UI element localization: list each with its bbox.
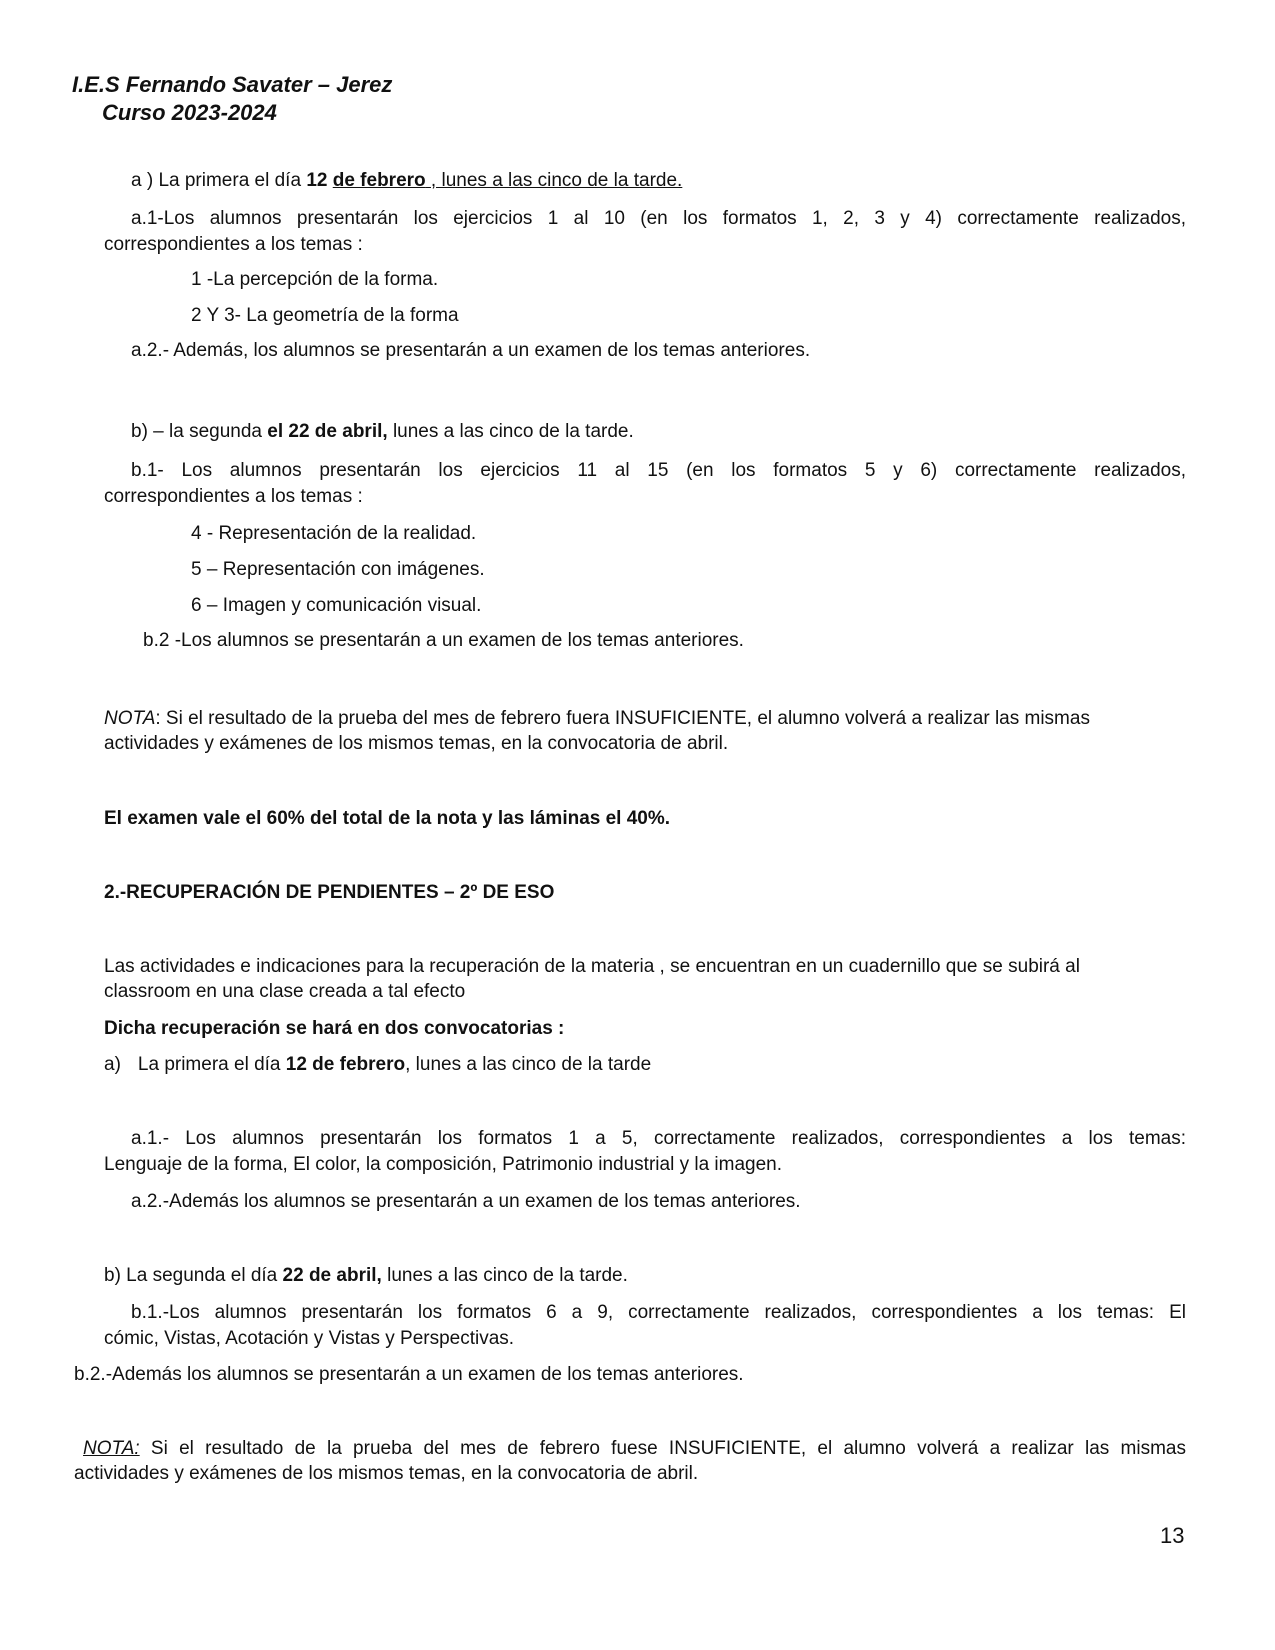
topic-item: 5 – Representación con imágenes. <box>191 559 485 580</box>
nota-line-cont: actividades y exámenes de los mismos temas, en la convocatoria de abril. <box>104 733 729 754</box>
session-b2-text: b.2 -Los alumnos se presentarán a un examen de los temas anteriores. <box>143 630 744 651</box>
nota-line: NOTA: Si el resultado de la prueba del mes de febrero fuera INSUFICIENTE, el alumno volverá a realizar las mismas <box>104 708 1090 729</box>
nota2-line: NOTA: Si el resultado de la prueba del mes de febrero fuese INSUFICIENTE, el alumno volverá a realizar las mismas <box>83 1438 1186 1459</box>
session-a1-text: a.1-Los alumnos presentarán los ejercicios 1 al 10 (en los formatos 1, 2, 3 y 4) correctamente realizados, <box>131 208 1186 229</box>
section2-intro: Las actividades e indicaciones para la recuperación de la materia , se encuentran en un cuadernillo que se subirá al <box>104 956 1080 977</box>
topic-item: 1 -La percepción de la forma. <box>191 269 439 290</box>
session-a1-text-cont: correspondientes a los temas : <box>104 234 363 255</box>
exam-weight-note: El examen vale el 60% del total de la nota y las láminas el 40%. <box>104 808 671 829</box>
course-year: Curso 2023-2024 <box>102 100 277 125</box>
nota2-line-cont: actividades y exámenes de los mismos temas, en la convocatoria de abril. <box>74 1463 699 1484</box>
session2-a2-text: a.2.-Además los alumnos se presentarán a un examen de los temas anteriores. <box>131 1191 801 1212</box>
sessions-heading: Dicha recuperación se hará en dos convocatorias : <box>104 1018 565 1039</box>
session2-a-line: a) La primera el día 12 de febrero, lunes a las cinco de la tarde <box>104 1054 652 1075</box>
session2-b-line: b) La segunda el día 22 de abril, lunes a las cinco de la tarde. <box>104 1265 628 1286</box>
school-name: I.E.S Fernando Savater – Jerez <box>72 72 393 97</box>
session2-a1-text: a.1.- Los alumnos presentarán los formatos 1 a 5, correctamente realizados, correspondientes a los temas: <box>131 1128 1186 1149</box>
section2-intro-cont: classroom en una clase creada a tal efecto <box>104 981 466 1002</box>
session-b1-text-cont: correspondientes a los temas : <box>104 486 363 507</box>
session2-b1-text-cont: cómic, Vistas, Acotación y Vistas y Perspectivas. <box>104 1328 515 1349</box>
session-a-line: a ) La primera el día 12 de febrero , lunes a las cinco de la tarde. <box>131 170 683 191</box>
topic-item: 4 - Representación de la realidad. <box>191 523 477 544</box>
session2-b2-text: b.2.-Además los alumnos se presentarán a un examen de los temas anteriores. <box>74 1364 744 1385</box>
session-a2-text: a.2.- Además, los alumnos se presentarán a un examen de los temas anteriores. <box>131 340 811 361</box>
session-b-line: b) – la segunda el 22 de abril, lunes a las cinco de la tarde. <box>131 421 634 442</box>
session2-b1-text: b.1.-Los alumnos presentarán los formatos 6 a 9, correctamente realizados, correspondientes a los temas: El <box>131 1302 1186 1323</box>
topic-item: 6 – Imagen y comunicación visual. <box>191 595 482 616</box>
topic-item: 2 Y 3- La geometría de la forma <box>191 305 459 326</box>
session-b1-text: b.1- Los alumnos presentarán los ejercicios 11 al 15 (en los formatos 5 y 6) correctamente realizados, <box>131 460 1186 481</box>
session2-a1-text-cont: Lenguaje de la forma, El color, la composición, Patrimonio industrial y la imagen. <box>104 1154 783 1175</box>
page-number: 13 <box>1160 1523 1185 1548</box>
section-title: 2.-RECUPERACIÓN DE PENDIENTES – 2º DE ESO <box>104 882 555 903</box>
